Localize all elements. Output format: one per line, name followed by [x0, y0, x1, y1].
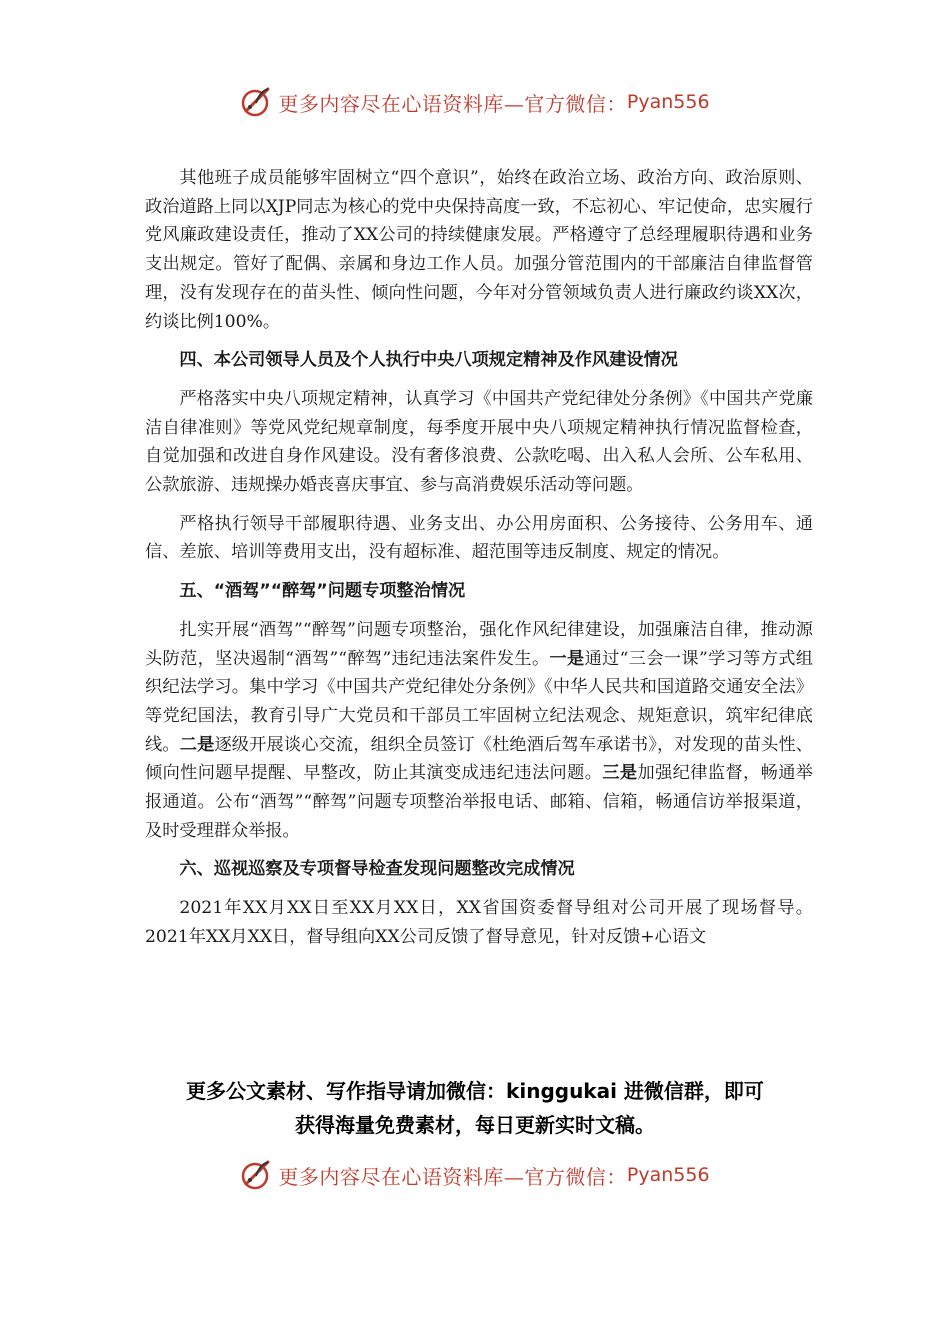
emphasis-label: 三是 — [602, 763, 638, 784]
section-heading-5: 五、“酒驾”“醉驾”问题专项整治情况 — [179, 581, 466, 602]
paragraph: 2021年XX月XX日至XX月XX日，XX省国资委督导组对公司开展了现场督导。2021年XX月XX日，督导组向XX公司反馈了督导意见，针对反馈+心语文 — [145, 898, 813, 947]
banner-text: 更多内容尽在心语资料库—官方微信： — [278, 91, 627, 116]
promo-line: 获得海量免费素材，每日更新实时文稿。 — [295, 1113, 655, 1137]
paragraph: 严格执行领导干部履职待遇、业务支出、办公用房面积、公务接待、公务用车、通信、差旅、培训等费用支出，没有超标准、超范围等违反制度、规定的情况。 — [145, 513, 813, 563]
footer-banner — [0, 1155, 950, 1195]
section-heading-4: 四、本公司领导人员及个人执行中央八项规定精神及作风建设情况 — [179, 350, 678, 371]
banner-wechat-id: Pyan556 — [626, 91, 710, 113]
paragraph — [145, 616, 813, 846]
text-run: 逐级开展谈心交流，组织全员签订《杜绝酒后驾车承诺书》，对发现的苗头性、倾向性问题早提醒、早整改，防止其演变成违纪违法问题。 — [145, 734, 813, 784]
emphasis-label: 一是 — [549, 648, 585, 669]
paragraph: 其他班子成员能够牢固树立“四个意识”，始终在政治立场、政治方向、政治原则、政治道路上同以XJP同志为核心的党中央保持高度一致，不忘初心、牢记使命，忠实履行党风廉政建设责任，推动了XX公司的持续健康发展。严格遵守了总经理履职待遇和业务支出规定。管好了配偶、亲属和身边工作人员。加强分管范围内的干部廉洁自律监督管理，没有发现存在的苗头性、倾向性问题，今年对分管领域负责人进行廉政约谈XX次，约谈比例100%。 — [145, 168, 813, 332]
text-run: 扎实开展“酒驾”“醉驾”问题专项整治，强化作风纪律建设，加强廉洁自律，推动源头防范，坚决遏制“酒驾”“醉驾”违纪违法案件发生。 — [145, 619, 813, 669]
banner-text: 更多内容尽在心语资料库—官方微信： — [278, 1164, 627, 1189]
paragraph: 严格落实中央八项规定精神，认真学习《中国共产党纪律处分条例》《中国共产党廉洁自律准则》等党风党纪规章制度，每季度开展中央八项规定精神执行情况监督检查，自觉加强和改进自身作风建设。没有奢侈浪费、公款吃喝、出入私人会所、公车私用、公款旅游、违规操办婚丧喜庆事宜、参与高消费娱乐活动等问题。 — [145, 388, 813, 496]
quill-logo-icon — [240, 1158, 274, 1192]
section-heading-6: 六、巡视巡察及专项督导检查发现问题整改完成情况 — [179, 859, 575, 880]
text-run: 加强纪律监督，畅通举报通道。公布“酒驾”“醉驾”问题专项整治举报电话、邮箱、信箱，畅通信访举报渠道，及时受理群众举报。 — [145, 763, 813, 841]
quill-logo-icon — [240, 85, 274, 119]
document-body — [145, 164, 813, 962]
emphasis-label: 二是 — [179, 734, 215, 755]
text-run: 通过“三会一课”学习等方式组织纪法学习。集中学习《中国共产党纪律处分条例》《中华人民共和国道路交通安全法》等党纪国法，教育引导广大党员和干部员工牢固树立纪法观念、规矩意识，筑牢纪律底线。 — [145, 648, 813, 755]
banner-wechat-id: Pyan556 — [626, 1164, 710, 1186]
promo-notice — [130, 1074, 820, 1142]
header-banner — [0, 82, 950, 122]
promo-line: 更多公文素材、写作指导请加微信：kinggukai 进微信群，即可 — [186, 1079, 764, 1103]
